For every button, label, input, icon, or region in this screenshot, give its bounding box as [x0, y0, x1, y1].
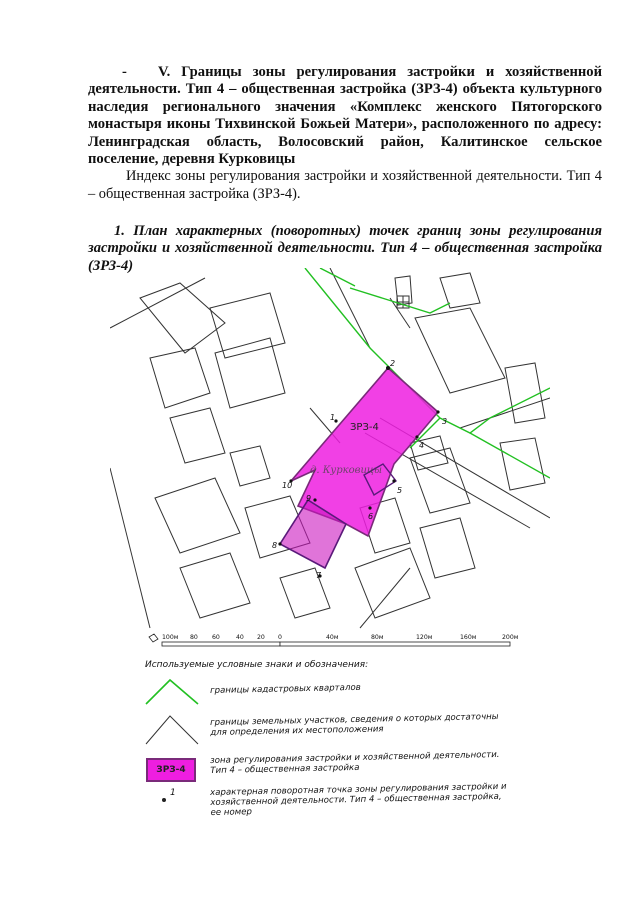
heading-dash: -	[122, 64, 127, 80]
plan-subheading-text: 1. План характерных (поворотных) точек границ зоны регулирования застройки и хозяйственной деятельности. Тип 4 – общественная застройка (ЗРЗ-4)	[88, 223, 602, 274]
building-outline	[140, 283, 225, 353]
point-4-dot	[415, 435, 418, 438]
point-5-label: 5	[397, 486, 403, 495]
legend-item-parcel	[140, 712, 520, 746]
village-label: д. Курковицы	[310, 465, 383, 476]
point-3-label: 3	[442, 417, 448, 426]
point-6-dot	[368, 506, 371, 509]
building-outline	[170, 408, 225, 463]
legend-item-cadastral	[140, 676, 520, 706]
legend-item-point	[140, 781, 520, 824]
point-3-dot	[436, 410, 439, 413]
legend-text-zone: зона регулирования застройки и хозяйственной деятельности. Тип 4 – общественная застройка	[210, 749, 500, 776]
index-paragraph	[88, 168, 602, 203]
point-5-dot	[392, 479, 395, 482]
scale-label: 100м	[162, 634, 179, 641]
building-outline	[440, 273, 480, 308]
building-outline	[155, 478, 240, 553]
building-outline	[230, 446, 270, 486]
building-outline	[415, 308, 505, 393]
zone-label	[350, 422, 379, 433]
point-1-label: 1	[330, 413, 336, 422]
scale-label: 60	[212, 634, 220, 641]
point-9-label: 9	[306, 494, 312, 503]
building-outline	[215, 338, 285, 408]
point-icon	[162, 798, 166, 802]
point-7-label: 7	[316, 571, 322, 580]
scale-label: 40м	[326, 634, 339, 641]
point-4-label: 4	[419, 441, 425, 450]
building-outline	[420, 518, 475, 578]
scale-label: 160м	[460, 634, 477, 641]
point-icon-label: 1	[170, 788, 176, 798]
scale-label: 120м	[416, 634, 433, 641]
legend-text-point: характерная поворотная точка зоны регулирования застройки и хозяйственной деятельности. Тип 4 – общественная застройка, ее номер	[210, 781, 507, 818]
point-2-label: 2	[390, 359, 396, 368]
point-8-label: 8	[272, 541, 278, 550]
scale-label: 80м	[371, 634, 384, 641]
scale-bar-graphic	[140, 630, 540, 650]
section-heading-v	[88, 64, 602, 168]
scale-label: 40	[236, 634, 244, 641]
scale-label: 0	[278, 634, 282, 641]
legend-text-parcel: границы земельных участков, сведения о которых достаточны для определения их местоположения	[210, 711, 499, 738]
black-line-icon	[144, 712, 204, 746]
legend-text-cadastral: границы кадастровых кварталов	[210, 682, 361, 696]
building-outline	[150, 348, 210, 408]
building-outline	[355, 548, 430, 618]
north-arrow-icon	[149, 634, 158, 642]
scale-label: 80	[190, 634, 198, 641]
index-paragraph-text: Индекс зоны регулирования застройки и хозяйственной деятельности. Тип 4 – общественная застройка (ЗРЗ-4).	[88, 168, 602, 202]
scale-label: 20	[257, 634, 265, 641]
building-outline	[280, 568, 330, 618]
green-line-icon	[144, 676, 204, 706]
scale-label: 200м	[502, 634, 519, 641]
building-outline	[180, 553, 250, 618]
cadastral-map	[110, 268, 550, 630]
legend-item-zone	[140, 749, 520, 786]
scale-bar	[140, 630, 540, 650]
zone-label-text: ЗРЗ-4	[350, 422, 379, 433]
point-6-label: 6	[368, 512, 374, 521]
zone-swatch: ЗРЗ-4	[146, 758, 196, 782]
building-outline	[410, 448, 470, 513]
point-10-label: 10	[282, 481, 293, 490]
legend-title: Используемые условные знаки и обозначения:	[145, 660, 369, 670]
point-8-dot	[278, 542, 281, 545]
building-outline	[500, 438, 545, 490]
point-9-dot	[313, 498, 316, 501]
heading-text: V. Границы зоны регулирования застройки и хозяйственной деятельности. Тип 4 – общественная застройка (ЗРЗ-4) объекта культурного наследия регионального значения «Комплекс женского Пятогорского монастыря иконы Тихвинской Божьей Матери», расположенного по адресу: Ленинградская область, Волосовский район, Калитинское сельское поселение, деревня Курковицы	[88, 64, 602, 168]
